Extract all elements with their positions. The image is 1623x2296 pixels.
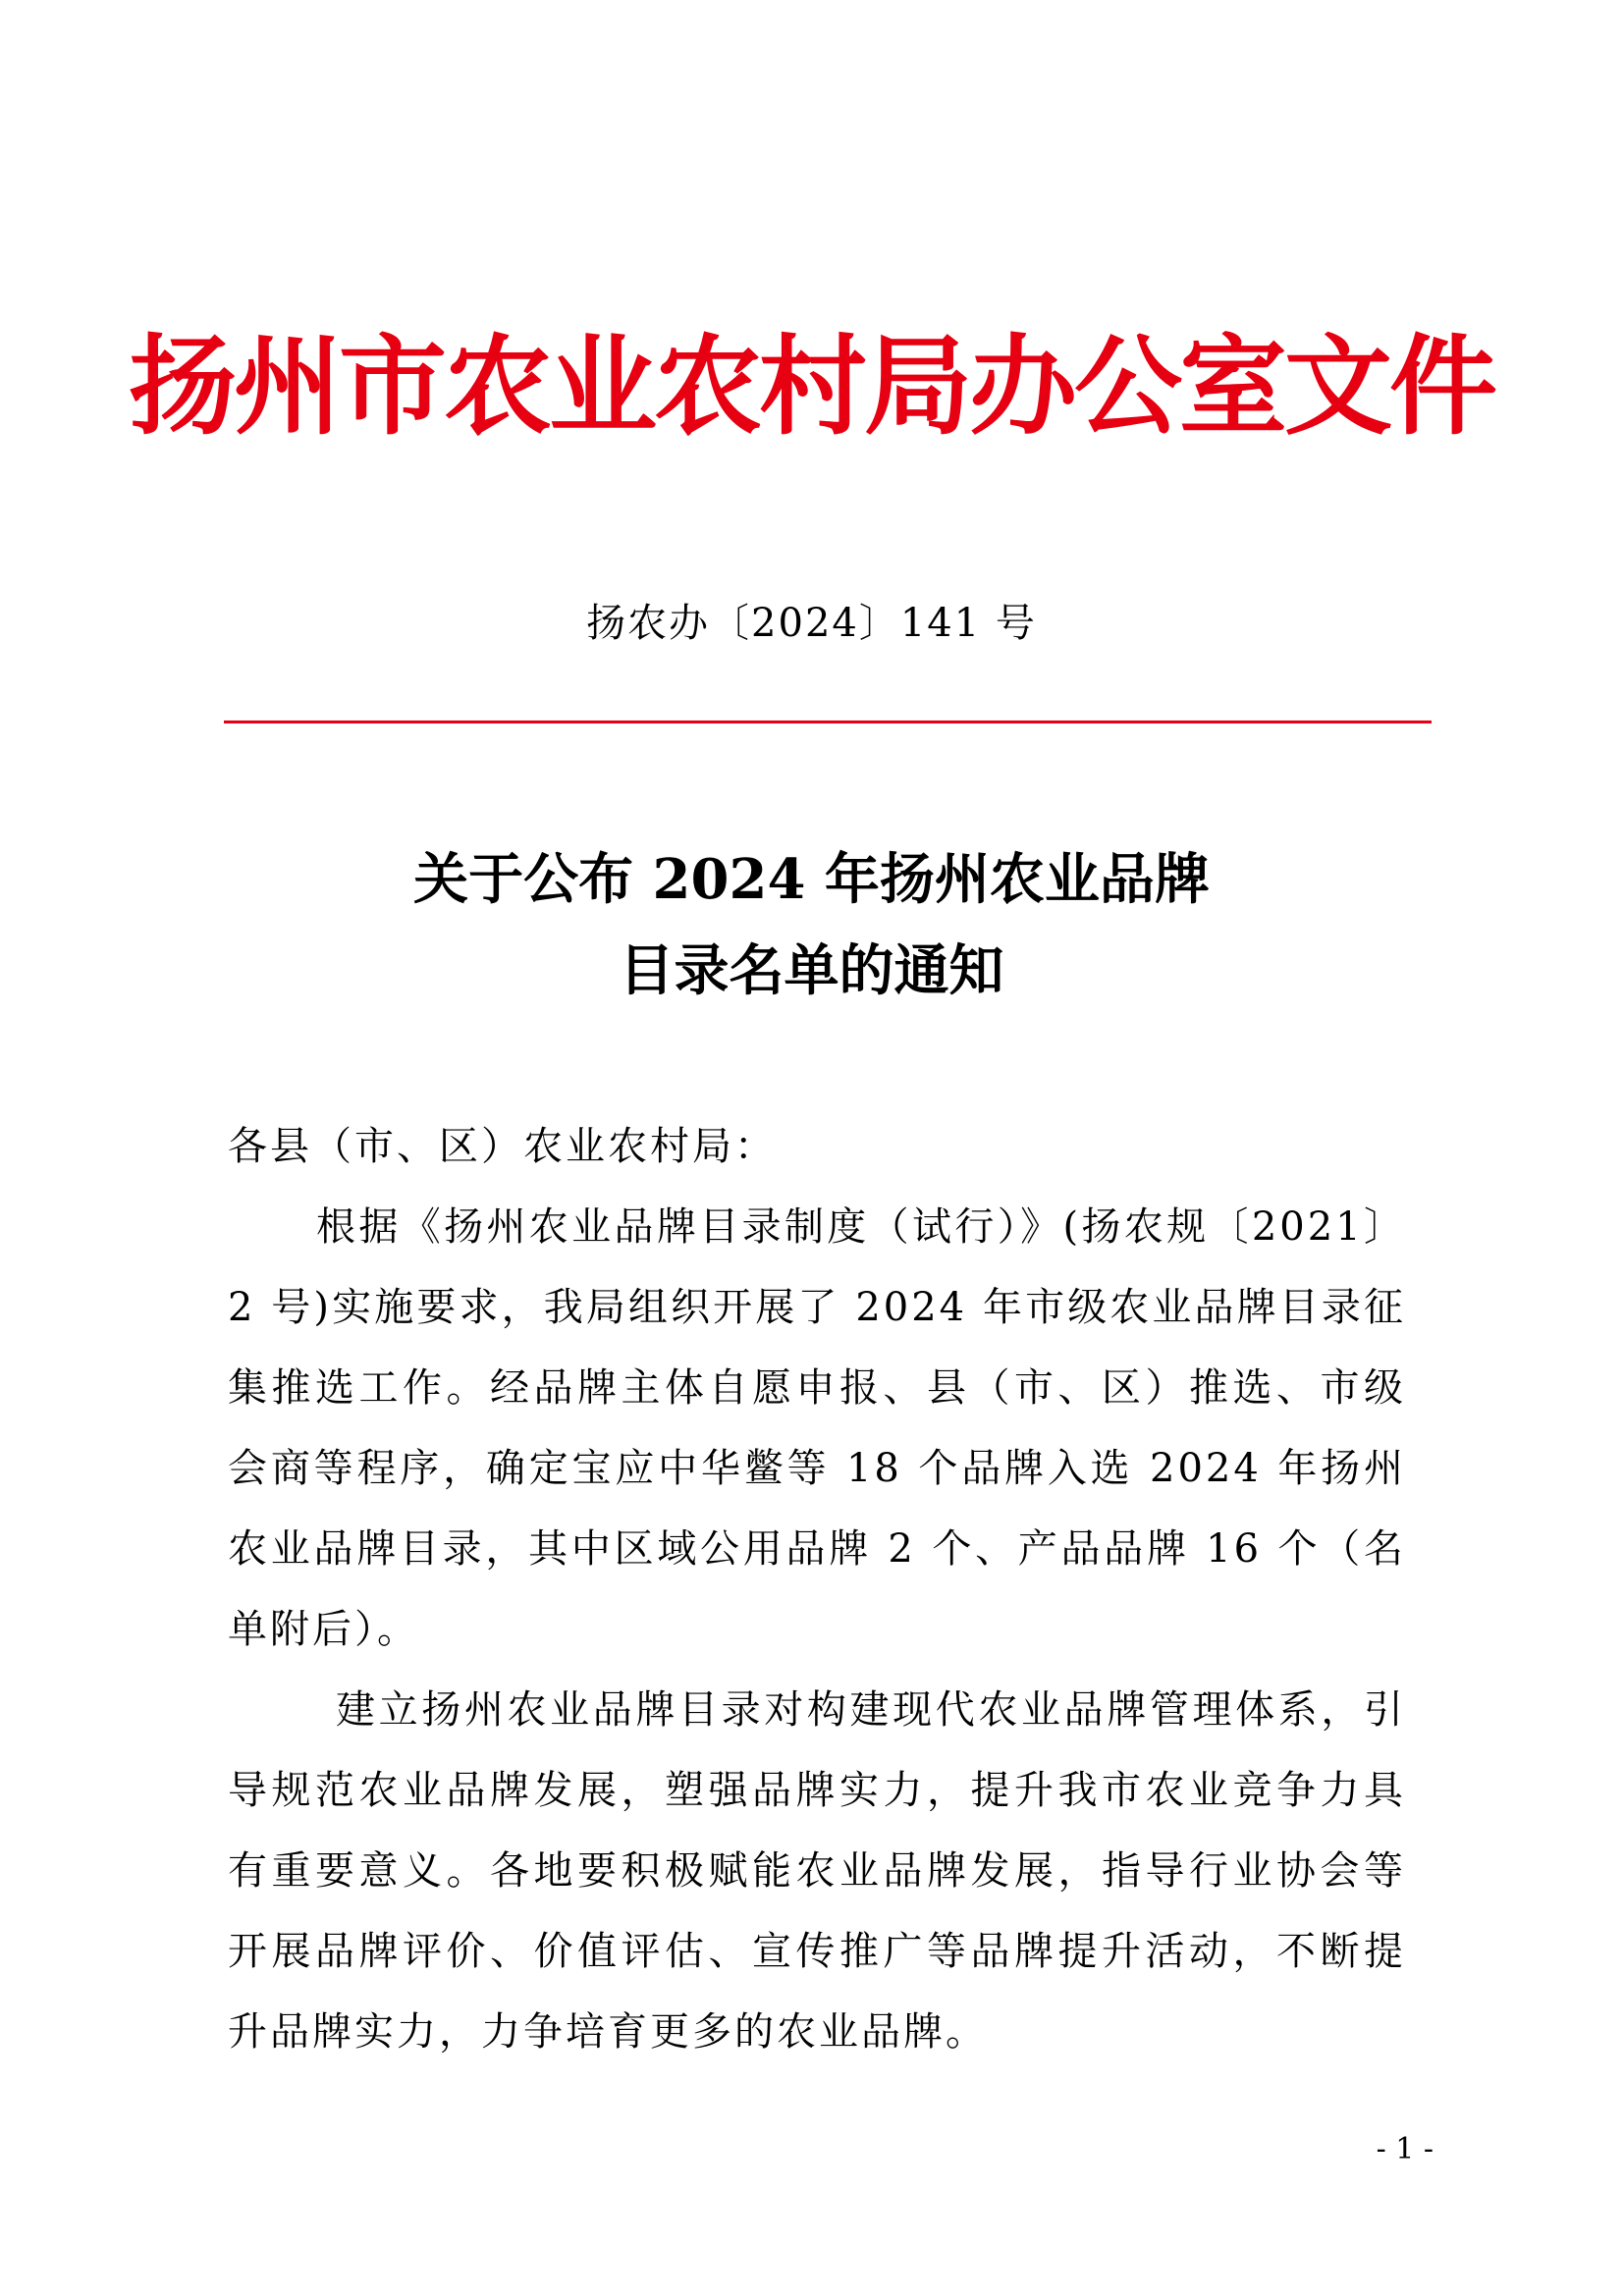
salutation: 各县（市、区）农业农村局： (228, 1124, 777, 1169)
body-paragraph-2: 建立扬州农业品牌目录对构建现代农业品牌管理体系，引导规范农业品牌发展，塑强品牌实力，提升我市农业竞争力具有重要意义。各地要积极赋能农业品牌发展，指导行业协会等开展品牌评价、价值评估、宣传推广等品牌提升活动，不断提升品牌实力，力争培育更多的农业品牌。 (228, 1687, 1406, 2055)
notice-title-line-2: 目录名单的通知 (619, 938, 1004, 1003)
page-number: - 1 - (1376, 2132, 1434, 2166)
body-paragraph-1: 根据《扬州农业品牌目录制度（试行）》(扬农规〔2021〕2 号)实施要求，我局组织开展了 2024 年市级农业品牌目录征集推选工作。经品牌主体自愿申报、县（市、区）推选、市级会商等程序，确定宝应中华鳖等 18 个品牌入选 2024 年扬州农业品牌目录，其中区域公用品牌 2 个、产品品牌 16 个（名单附后）。 (228, 1204, 1406, 1652)
document-number: 扬农办〔2024〕141 号 (586, 601, 1037, 646)
notice-title (0, 834, 1623, 1017)
notice-title-line-1: 关于公布 2024 年扬州农业品牌 (413, 847, 1210, 912)
notice-body (228, 1106, 1406, 2072)
red-divider-line (224, 721, 1432, 723)
masthead-title: 扬州市农业农村局办公室文件 (129, 323, 1494, 450)
